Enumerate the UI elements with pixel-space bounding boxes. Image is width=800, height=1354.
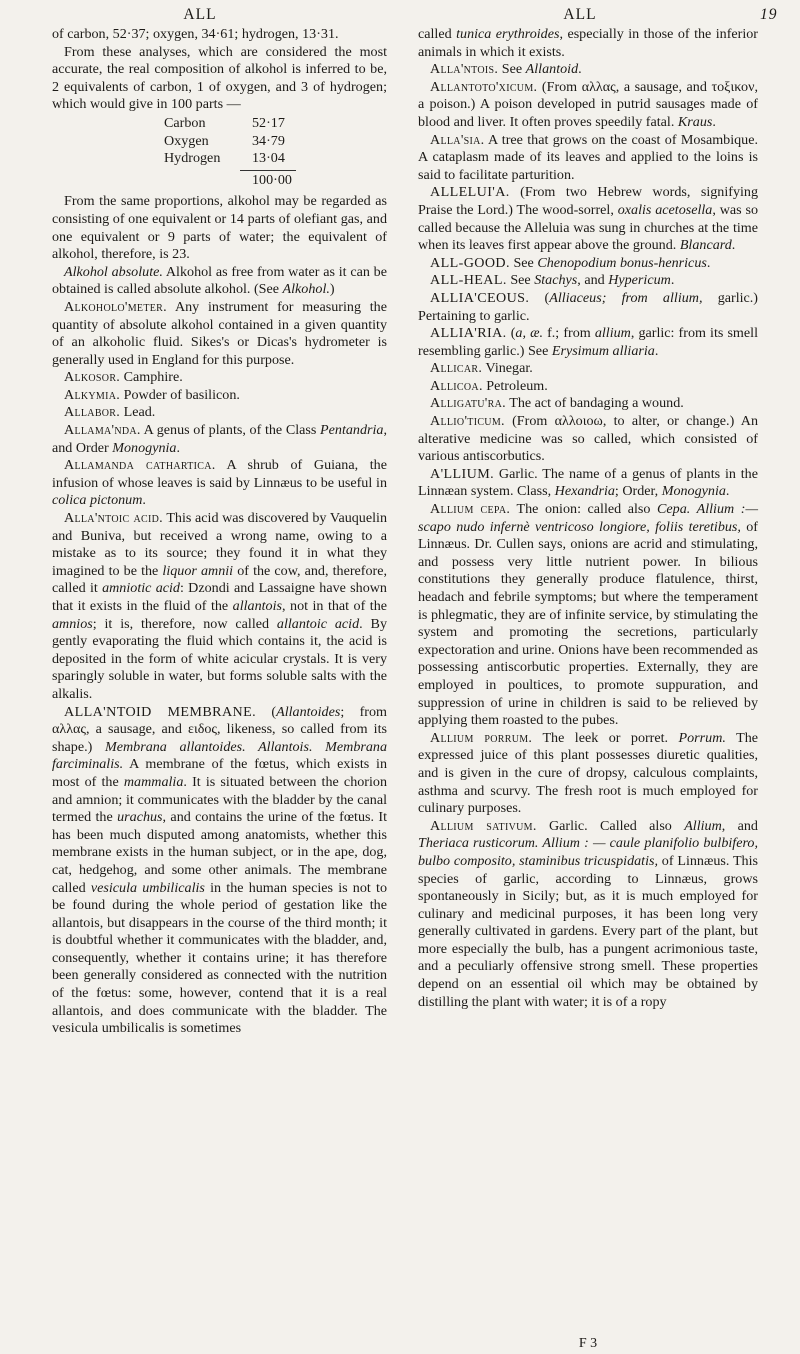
entry-allantois: Alla'ntois. See Allantoid. xyxy=(430,61,582,78)
element-value: 52·17 xyxy=(252,114,285,131)
entry-allantoid-membrane: ALLA'NTOID MEMBRANE. (Allantoides; from αλλας, a sausage, and ειδος, likeness, so called from its shape.) Membrana allantoides. Allantois. Membrana farciminalis. A membrane of the fœtus, which exists in most of the mammalia. It is situated between the chorion and amnion; it communicates with the bladder by the canal termed the urachus, and contains the urine of the fœtus. It has been much disputed among anatomists, whether this membrane exists in the human subject, or in the ape, dog, cat, hedgehog, and some other animals. The membrane called vesicula umbilicalis in the human species is not to be found during the whole period of gestation like the allantois, but disappears in the course of the third month; it is doubtful whether it communicates with the bladder, and, consequently, whether it contains urine; it has therefore been generally considered as connected with the nutrition of the fœtus: some, however, contend that it is a real allantois, and does communicate with the bladder. The vesicula umbilicalis is sometimes xyxy=(52,703,387,1037)
entry-headword: Allabor. xyxy=(64,404,121,421)
paragraph-proportions: From the same proportions, alkohol may be regarded as consisting of one equivalent or 14 parts of olefiant gas, and one equivalent or 9 parts of water; the equivalent of alkohol, therefore, is 23. xyxy=(52,193,387,263)
entry-alkoholometer: Alkoholo'meter. Any instrument for measuring the quantity of absolute alkohol contained in a given quantity of an alkoholic fluid. Sikes's or Dicas's hydrometer is generally used in England for this purpose. xyxy=(52,298,387,368)
right-column xyxy=(418,26,758,1011)
entry-alliaceous: ALLIA'CEOUS. (Alliaceus; from allium, garlic.) Pertaining to garlic. xyxy=(418,289,758,324)
entry-headword: Alkoholo'meter. xyxy=(64,298,167,315)
entry-alloticum: Allio'ticum. (From αλλοιοω, to alter, or change.) An alterative medicine was so called, which consisted of various antiscorbutics. xyxy=(418,413,758,465)
paragraph-analyses: From these analyses, which are considered the most accurate, the real composition of alkohol is inferred to be, 2 equivalents of carbon, 1 of oxygen, and 3 of hydrogen; which would give in 100 parts — xyxy=(52,43,387,113)
entry-allicar: Allicar. Vinegar. xyxy=(430,360,533,377)
element-value: 13·04 xyxy=(252,150,285,167)
entry-headword: A'LLIUM. xyxy=(430,465,495,482)
entry-headword: Allamanda cathartica. xyxy=(64,457,216,474)
entry-alkosor: Alkosor. Camphire. xyxy=(64,369,183,386)
entry-headword: Alkosor. xyxy=(64,369,121,386)
signature-mark: F 3 xyxy=(578,1336,598,1351)
cross-reference: Alkohol. xyxy=(282,281,330,298)
entry-allium-sativum: Allium sativum. Garlic. Called also Allium, and Theriaca rusticorum. Allium : — caule planifolio bulbifero, bulbo composito, staminibus tricuspidatis, of Linnæus. This species of garlic, according to Linnæus, grows spontaneously in Sicily; but, as it is much employed for culinary and medicinal purposes, it has been long very generally cultivated in gardens. Every part of the plant, but more especially the bulb, has a pungent acrimonious taste, and a peculiarly offensive strong smell. These properties depend on an essential oil which may be obtained by distilling the plant with water; it is of a ropy xyxy=(418,817,758,1010)
element-value: 34·79 xyxy=(252,132,285,149)
entry-headword: Alkohol absolute. xyxy=(64,263,163,280)
entry-headword: Allio'ticum. xyxy=(430,413,505,430)
entry-headword: Allium porrum. xyxy=(430,729,533,746)
entry-headword: Alla'ntois. xyxy=(430,61,499,78)
entry-headword: ALL-HEAL. xyxy=(430,272,507,289)
entry-headword: ALLA'NTOID MEMBRANE. xyxy=(64,703,257,720)
entry-all-heal: ALL-HEAL. See Stachys, and Hypericum. xyxy=(430,272,675,289)
entry-headword: ALLIA'CEOUS. xyxy=(430,289,530,306)
paragraph-continuation: called tunica erythroides, especially in those of the inferior animals in which it exists. xyxy=(418,26,759,60)
entry-allamanda-cathartica: Allamanda cathartica. A shrub of Guiana, the infusion of whose leaves is said by Linnæus to be useful in colica pictonum. xyxy=(52,457,387,509)
entry-headword: Alla'sia. xyxy=(430,131,485,148)
entry-headword: Allicar. xyxy=(430,360,483,377)
entry-headword: Alligatu'ra. xyxy=(430,395,506,412)
entry-allantoic-acid: Alla'ntoic acid. This acid was discovered by Vauquelin and Buniva, but received a wrong name, owing to a mistake as to its source; they found it in what they imagined to be the liquor amnii of the cow, and, therefore, called it amniotic acid: Dzondi and Lassaigne have shown that it exists in the fluid of the allantois, not in that of the amnios; it is, therefore, now called allantoic acid. By gently evaporating the fluid which contains it, the acid is deposited in the form of white acicular crystals. It is very sparingly soluble in water, but forms soluble salts with the alkalis. xyxy=(52,510,387,702)
entry-headword: Alkymia. xyxy=(64,386,121,403)
composition-row xyxy=(52,150,387,168)
element-name: Hydrogen xyxy=(164,150,221,167)
entry-headword: Allicoa. xyxy=(430,377,483,394)
entry-headword: ALLIA'RIA. xyxy=(430,325,507,342)
entry-allium: A'LLIUM. Garlic. The name of a genus of plants in the Linnæan system. Class, Hexandria; Order, Monogynia. xyxy=(418,465,758,500)
page-number: 19 xyxy=(760,6,778,23)
element-name: Carbon xyxy=(164,114,206,131)
paragraph-continuation: of carbon, 52·37; oxygen, 34·61; hydrogen, 13·31. xyxy=(52,26,339,42)
running-head-left: ALL xyxy=(183,6,217,23)
entry-allantotoxicum: Allantoto'xicum. (From αλλας, a sausage, and τοξικον, a poison.) A poison developed in putrid sausages made of blood and liver. It often proves speedily fatal. Kraus. xyxy=(418,78,758,130)
entry-headword: Alla'ntoic acid. xyxy=(64,510,163,527)
element-name: Oxygen xyxy=(164,132,209,149)
entry-alkohol-absolute: Alkohol absolute. Alkohol as free from water as it can be obtained is called absolute alkohol. (See Alkohol.) xyxy=(52,263,387,298)
entry-headword: Allium cepa. xyxy=(430,501,511,518)
entry-headword: Allantoto'xicum. xyxy=(430,78,538,95)
entry-alleluia: ALLELUI'A. (From two Hebrew words, signifying Praise the Lord.) The wood-sorrel, oxalis acetosella, was so called because the Alleluia was sung in churches at the time when its leaves first appear above the ground. Blancard. xyxy=(418,184,758,254)
entry-headword: Allama'nda. xyxy=(64,422,141,439)
composition-total: 100·00 xyxy=(252,171,292,188)
entry-headword: ALL-GOOD. xyxy=(430,254,510,271)
left-column xyxy=(52,26,387,1038)
composition-row xyxy=(52,115,387,133)
composition-row xyxy=(52,133,387,151)
entry-allicoa: Allicoa. Petroleum. xyxy=(430,377,548,394)
entry-alligatura: Alligatu'ra. The act of bandaging a wound. xyxy=(430,395,684,412)
entry-alkymia: Alkymia. Powder of basilicon. xyxy=(64,386,240,403)
entry-allium-cepa: Allium cepa. The onion: called also Cepa. Allium :—scapo nudo infernè ventricoso longiore, foliis teretibus, of Linnæus. Dr. Cullen says, onions are acrid and stimulating, and possess very little nutrient power. In bilious constitutions they generally produce flatulence, thirst, headach and febrile symptoms; but where the temperament is phlegmatic, they are of infinite service, by stimulating the system and promoting the secretions, particularly expectoration and urine. Onions have been recommended as possessing antiscorbutic properties. Externally, they are employed in poultices, to promote suppuration, and suppression of urine in children is said to be relieved by applying them roasted to the pubes. xyxy=(418,501,758,729)
running-head-right: ALL xyxy=(563,6,597,23)
entry-allium-porrum: Allium porrum. The leek or porret. Porrum. The expressed juice of this plant possesses diuretic qualities, and is given in the cure of dropsy, calculous complaints, asthma and scurvy. The fresh root is much employed for culinary purposes. xyxy=(418,729,758,817)
entry-headword: Allium sativum. xyxy=(430,817,537,834)
entry-allabor: Allabor. Lead. xyxy=(64,404,156,421)
entry-alliaria: ALLIA'RIA. (a, æ. f.; from allium, garlic: from its smell resembling garlic.) See Erysimum alliaria. xyxy=(418,325,758,359)
entry-all-good: ALL-GOOD. See Chenopodium bonus-henricus. xyxy=(430,254,711,271)
entry-allamanda: Allama'nda. A genus of plants, of the Class Pentandria, and Order Monogynia. xyxy=(52,422,387,456)
composition-table xyxy=(52,115,387,189)
entry-headword: ALLELUI'A. xyxy=(430,184,510,201)
entry-allasia: Alla'sia. A tree that grows on the coast of Mosambique. A cataplasm made of its leaves and applied to the loins is said to facilitate parturition. xyxy=(418,131,758,183)
total-rule xyxy=(240,170,296,171)
